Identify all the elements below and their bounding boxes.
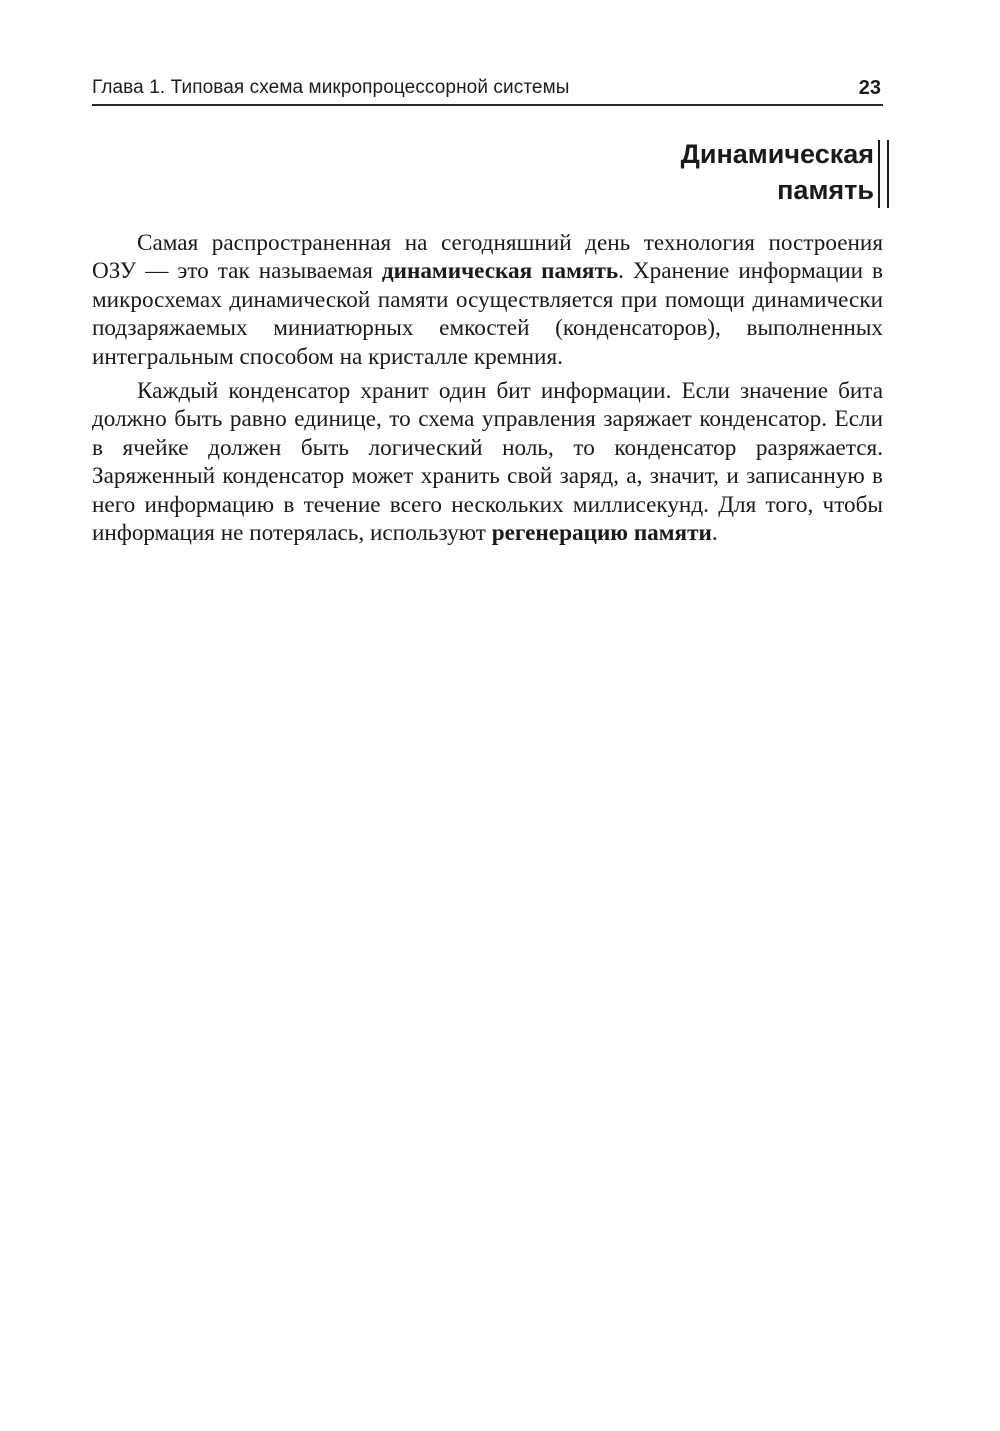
section-heading-line-2: память (777, 175, 874, 205)
running-head (92, 74, 883, 106)
heading-double-bar (878, 140, 889, 208)
term-memory-refresh: регенерацию памяти (491, 520, 712, 547)
paragraph-1-text-c: . Хранение информации в микросхемах динамической памяти осуществляется при помощи динамически подзаряжаемых миниатюрных емкостей (конденсаторов), выполненных интегральным способом на кристалле кремния. (92, 258, 884, 370)
paragraph-2 (92, 377, 883, 547)
paragraph-1-text-a: Самая распространенная на сегодняшний день технология построения ОЗУ — это так называемая (92, 230, 883, 285)
page-number: 23 (858, 77, 881, 99)
paragraph-2-text-a: Каждый конденсатор хранит один бит информации. Если значение бита должно быть равно единице, то схема управления заряжает конденсатор. Если в ячейке должен быть логический ноль, то конденсатор разряжается. Заряженный конденсатор может хранить свой заряд, а, значит, и записанную в него информацию в течение всего нескольких миллисекунд. Для того, чтобы информация не потерялась, используют (92, 378, 883, 547)
paragraph-1 (92, 229, 883, 371)
chapter-title: Глава 1. Типовая схема микропроцессорной системы (92, 77, 570, 98)
paragraph-2-text-c: . (711, 520, 718, 547)
section-heading (681, 136, 874, 208)
term-dynamic-memory: динамическая память (381, 258, 619, 285)
section-heading-line-1: Динамическая (680, 139, 874, 169)
body-text (92, 229, 883, 553)
